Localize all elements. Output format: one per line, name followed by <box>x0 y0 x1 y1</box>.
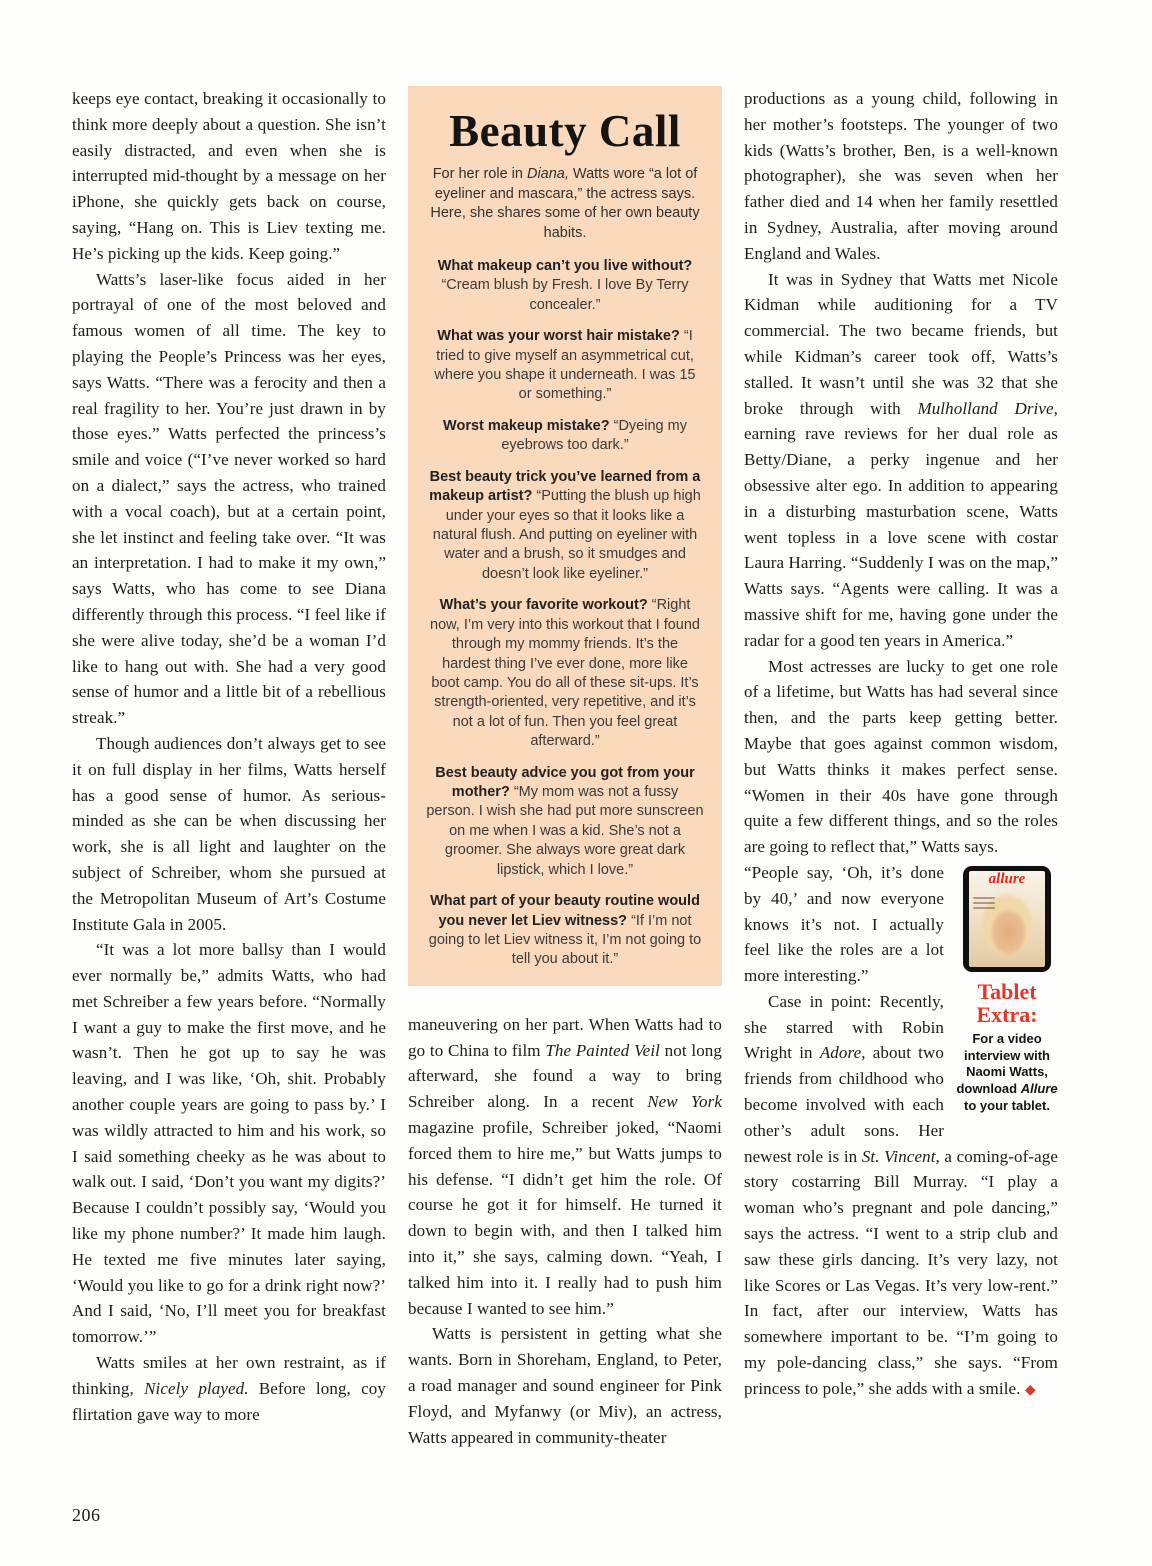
beauty-call-intro: For her role in Diana, Watts wore “a lot of eyeliner and mascara,” the actress says. Here, she shares some of her own beauty habits. <box>430 166 700 241</box>
beauty-qa-item <box>426 257 704 315</box>
body-paragraph: keeps eye contact, breaking it occasionally to think more deeply about a question. She isn’t easily distracted, and even when she is interrupted mid-thought by a message on her iPhone, she quickly gets back on course, saying, “Hang on. This is Liev texting me. He’s picking up the kids. Keep going.” <box>72 89 386 263</box>
end-of-article-mark: ◆ <box>1024 1382 1036 1398</box>
beauty-question: What part of your beauty routine would you never let Liev witness? <box>430 893 700 929</box>
beauty-answer: “Dyeing my eyebrows too dark.” <box>501 417 687 454</box>
beauty-answer: “Putting the blush up high under your eyes so that it looks like a natural flush. And putting on eyeliner with water and a brush, so it smudges and doesn’t look like eyeliner.” <box>432 488 701 582</box>
beauty-qa-item <box>426 417 704 456</box>
article-columns <box>72 86 1058 1450</box>
beauty-qa-item <box>426 892 704 970</box>
beauty-question: Best beauty trick you’ve learned from a makeup artist? <box>429 468 701 505</box>
beauty-question: Best beauty advice you got from your mother? <box>435 764 695 801</box>
middle-column <box>408 86 722 1450</box>
body-paragraph: Watts’s laser-like focus aided in her portrayal of one of the most beloved and famous women of all time. The key to playing the People’s Princess was her eyes, says Watts. “There was a ferocity and then a real fragility to her. You’re just drawn in by those eyes.” Watts perfected the princess’s smile and voice (“I’ve never worked so hard on a dialect,” says the actress, who trained with a vocal coach), but at a certain point, she let instinct and feeling take over. “It was an interpretation. I had to make it my own,” says Watts, who has come to see Diana differently through this process. “I feel like if she were alive today, she’d be a woman I’d like to hang out with. She had a very good sense of humor and a little bit of a rebellious streak.” <box>72 269 386 728</box>
body-paragraph: “People say, ‘Oh, it’s done by 40,’ and now everyone knows it’s not. I actually feel like the roles are a lot more interesting.” <box>744 862 944 986</box>
beauty-answer: “My mom was not a fussy person. I wish she had put more sunscreen on me when I was a kid. She’s not a groomer. She always wore great dark lipstick, which I love.” <box>426 784 704 878</box>
allure-cover-image <box>969 871 1045 967</box>
body-paragraph: productions as a young child, following in her mother’s footsteps. The younger of two kids (Watts’s brother, Ben, is a well-known photographer), she was seven when her father died and 14 when her family resettled in Sydney, Australia, after moving around England and Wales. <box>744 89 1058 263</box>
beauty-answer: “Cream blush by Fresh. I love By Terry concealer.” <box>441 277 689 313</box>
middle-column-text <box>408 1012 722 1451</box>
beauty-question: What was your worst hair mistake? <box>437 328 680 345</box>
beauty-question: Worst makeup mistake? <box>443 417 610 434</box>
cover-text-lines <box>973 897 995 912</box>
body-paragraph: maneuvering on her part. When Watts had to go to China to film The Painted Veil not long afterward, she found a way to bring Schreiber along. In a recent New York magazine profile, Schreiber joked, “Naomi forced them to hire me,” but Watts jumps to his defense. “I didn’t get him the role. Of course he got it for himself. He turned it down to begin with, and then I talked him into it,” she says, calming down. “Yeah, I talked him into it. I really had to push him because I wanted to see him.” <box>408 1014 723 1318</box>
tablet-extra-body: For a video interview with Naomi Watts, download Allure to your tablet. <box>956 1031 1058 1113</box>
beauty-qa-item <box>426 468 704 585</box>
beauty-question: What’s your favorite workout? <box>439 597 648 614</box>
left-column <box>72 86 386 1450</box>
beauty-answer: “If I’m not going to let Liev witness it, I’m not going to tell you about it.” <box>428 912 702 968</box>
beauty-question: What makeup can’t you live without? <box>437 257 693 274</box>
beauty-answer: “Right now, I’m very into this workout that I found through my mommy friends. It’s the hardest thing I’ve ever done, more like boot camp. You do all of these sit-ups. It’s strength-oriented, very repetitive, and it’s not a lot of fun. Then you feel great afterward.” <box>430 597 700 750</box>
body-paragraph: Though audiences don’t always get to see it on full display in her films, Watts herself has a good sense of humor. As serious-minded as she can be when discussing her work, she is all light and laughter on the subject of Schreiber, whom she pursued at the Metropolitan Museum of Art’s Costume Institute Gala in 2005. <box>72 733 386 934</box>
beauty-answer: “I tried to give myself an asymmetrical cut, where you shape it underneath. I was 15 or something.” <box>434 328 696 403</box>
beauty-qa-item <box>426 327 704 405</box>
beauty-qa-item <box>426 596 704 751</box>
paragraph-text: Case in point: Recently, she starred with Robin Wright in Adore, about two friends from childhood who become involved with each other’s adult sons. Her newest role is in St. Vincent, a coming-of-age story costarring Bill Murray. “I play a woman who’s pregnant and pole dancing,” says the actress. “I went to a strip club and saw these girls dancing. It’s very lazy, not like Scores or Las Vegas. It’s very low-rent.” In fact, after our interview, Watts has somewhere important to be. “I’m going to my pole-dancing class,” she says. “From princess to pole,” she adds with a smile. <box>744 991 1058 1398</box>
beauty-qa-item <box>426 764 704 881</box>
body-paragraph: “It was a lot more ballsy than I would ever normally be,” admits Watts, who had met Schreiber a few years before. “Normally I want a guy to make the first move, and he wasn’t. Then he got up to say he was leaving, and I was like, ‘Oh, shit. Probably another couple years are going to pass by.’ I was wildly attracted to him and his work, so I said something cheeky as he was about to walk out. I said, ‘Don’t you want my digits?’ Because I couldn’t possibly say, ‘Would you like my phone number?’ It made him laugh. He texted me five minutes later saying, ‘Would you like to go for a drink right now?’ And I said, ‘No, I’ll meet you for breakfast tomorrow.’” <box>72 940 386 1347</box>
body-paragraph: Watts is persistent in getting what she wants. Born in Shoreham, England, to Peter, a road manager and sound engineer for Pink Floyd, and Myfanwy (or Miv), an actress, Watts appeared in community-theater <box>408 1324 722 1447</box>
beauty-call-title: Beauty Call <box>449 106 681 156</box>
right-column <box>744 86 1058 1450</box>
tablet-image <box>963 866 1051 972</box>
tablet-extra-callout <box>956 866 1058 1114</box>
allure-logo: allure <box>988 870 1026 887</box>
body-paragraph: It was in Sydney that Watts met Nicole Kidman while auditioning for a TV commercial. The two became friends, but while Kidman’s career took off, Watts’s stalled. It wasn’t until she was 32 that she broke through with Mulholland Drive, earning rave reviews for her dual role as Betty/Diane, a perky ingenue and her obsessive alter ego. In addition to appearing in a disturbing masturbation scene, Watts went topless in a love scene with costar Laura Harring. “Suddenly I was on the map,” Watts says. “Agents were calling. It was a massive shift for me, having gone under the radar for a good ten years in America.” <box>744 269 1058 650</box>
tablet-extra-title: Tablet Extra: <box>976 978 1038 1027</box>
beauty-call-sidebar <box>408 86 722 986</box>
body-paragraph: Most actresses are lucky to get one role of a lifetime, but Watts has had several since then, and the parts keep getting better. Maybe that goes against common wisdom, but Watts thinks it makes perfect sense. “Women in their 40s have gone through quite a few different things, and so the roles are going to reflect that,” Watts says. <box>744 656 1058 857</box>
body-paragraph: Watts smiles at her own restraint, as if thinking, Nicely played. Before long, coy flirtation gave way to more <box>72 1353 386 1424</box>
page-number: 206 <box>72 1505 101 1525</box>
